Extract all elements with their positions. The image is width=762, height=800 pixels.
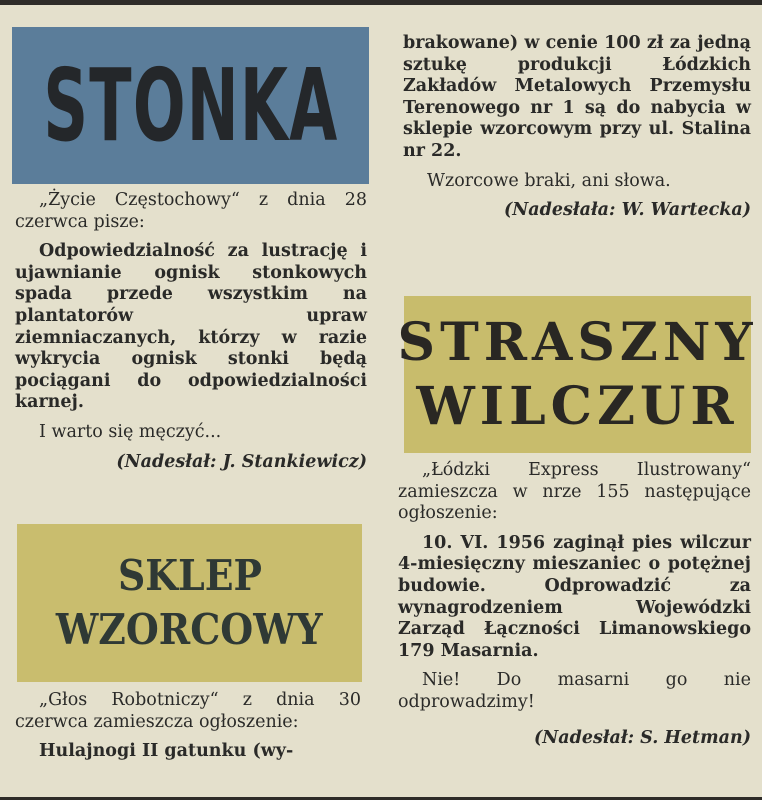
wilczur-signature: (Nadesłał: S. Hetman) xyxy=(533,727,751,748)
sklep-comment: Wzorcowe braki, ani słowa. xyxy=(427,170,671,191)
sklep-banner xyxy=(17,524,362,682)
wilczur-intro: „Łódzki Express Ilustrowany“ zamieszcza w nrze 155 następujące ogłoszenie: xyxy=(398,460,751,524)
stonka-title: STONKA xyxy=(43,46,339,164)
stonka-article-body xyxy=(15,190,367,473)
wilczur-title-line1: STRASZNY xyxy=(397,311,758,373)
sklep-title-line1: SKLEP xyxy=(117,551,262,600)
sklep-intro: „Głos Robotniczy“ z dnia 30 czerwca zamieszcza ogłoszenie: xyxy=(15,690,361,732)
sklep-article-continuation xyxy=(403,33,751,222)
stonka-comment: I warto się męczyć... xyxy=(39,421,222,442)
sklep-title-line2: WZORCOWY xyxy=(56,605,323,654)
wilczur-title-line2: WILCZUR xyxy=(416,375,739,437)
sklep-quote-continuation: brakowane) w cenie 100 zł za jedną sztukę produkcji Łódzkich Zakładów Metalowych Przemysłu Terenowego nr 1 są do nabycia w sklepie wzorcowym przy ul. Stalina nr 22. xyxy=(403,33,751,161)
sklep-quote-start: Hulajnogi II gatunku (wy- xyxy=(39,741,294,762)
stonka-signature: (Nadesłał: J. Stankiewicz) xyxy=(116,451,367,472)
stonka-banner xyxy=(12,27,369,184)
wilczur-quote: 10. VI. 1956 zaginął pies wilczur 4-miesięczny mieszaniec o potężnej budowie. Odprowadzić za wynagrodzeniem Wojewódzki Zarząd Łączności Limanowskiego 179 Masarnia. xyxy=(398,532,751,661)
stonka-intro: „Życie Częstochowy“ z dnia 28 czerwca pisze: xyxy=(15,190,367,232)
wilczur-banner xyxy=(397,296,758,453)
sklep-article-body xyxy=(15,690,361,763)
wilczur-article-body xyxy=(398,460,751,749)
top-rule xyxy=(0,0,762,5)
sklep-signature: (Nadesłała: W. Wartecka) xyxy=(504,200,751,221)
stonka-quote: Odpowiedzialność za lustrację i ujawnianie ognisk stonkowych spada przede wszystkim na plantatorów upraw ziemniaczanych, którzy w razie wykrycia ognisk stonki będą pociągani do odpowiedzialności karnej. xyxy=(15,241,367,413)
wilczur-comment: Nie! Do masarni go nie odprowadzimy! xyxy=(398,670,751,712)
